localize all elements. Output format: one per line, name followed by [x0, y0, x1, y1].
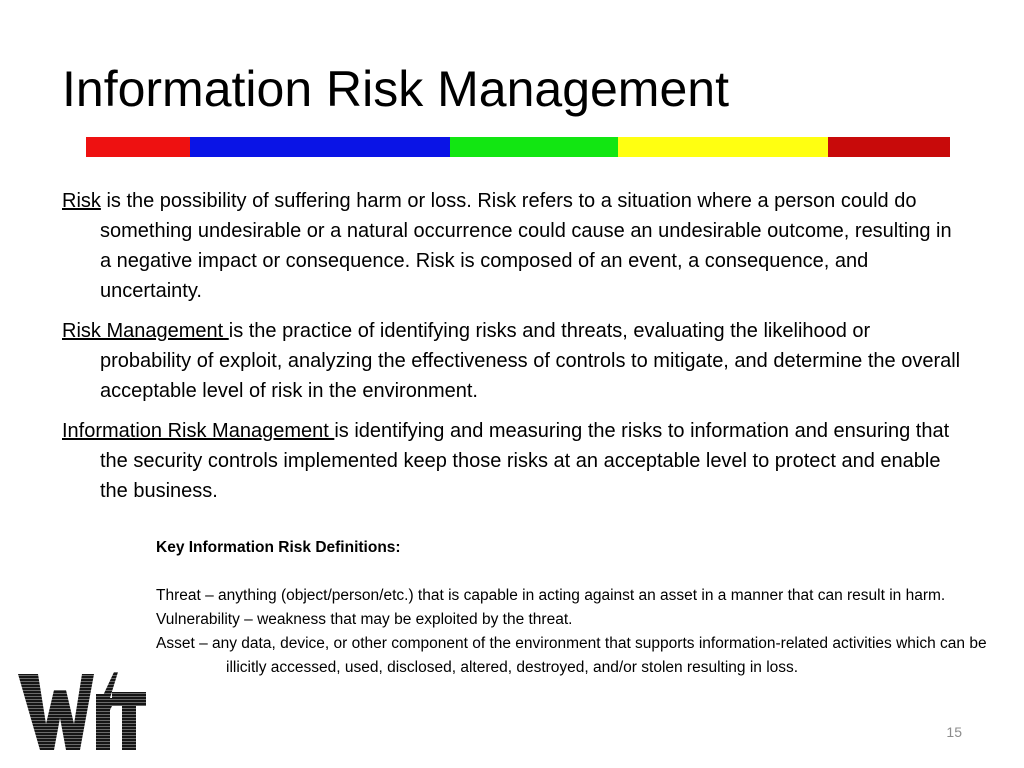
paragraph-risk-text: is the possibility of suffering harm or loss. Risk refers to a situation where a person could do something undesirable or a natural occurrence could cause an undesirable outcome, resulting in a negative impact or consequence. Risk is composed of an event, a consequence, and uncertainty. — [100, 190, 952, 302]
definition-threat: Threat – anything (object/person/etc.) that is capable in acting against an asset in a manner that can result in harm. — [156, 587, 946, 604]
paragraph-information-risk-management-text: is identifying and measuring the risks to information and ensuring that the security controls implemented keep those risks at an acceptable level to protect and enable the business. — [100, 420, 950, 502]
logo-letter-w — [18, 674, 94, 750]
definition-asset: Asset – any data, device, or other component of the environment that supports information-related activities which can be illicitly accessed, used, disclosed, altered, destroyed, and/or stolen resulting in loss. — [156, 635, 987, 676]
term-risk-management: Risk Management — [62, 320, 229, 342]
decorative-color-bar — [86, 137, 950, 157]
definitions-body — [62, 186, 962, 516]
page-number: 15 — [946, 724, 962, 740]
color-bar-segment-dark-red — [828, 137, 950, 157]
term-risk: Risk — [62, 190, 101, 212]
definition-vulnerability: Vulnerability – weakness that may be exploited by the threat. — [156, 611, 573, 628]
wit-logo — [18, 672, 146, 752]
key-definitions-heading: Key Information Risk Definitions: — [156, 539, 401, 556]
color-bar-segment-green — [450, 137, 618, 157]
color-bar-segment-blue — [190, 137, 450, 157]
paragraph-risk-management-text: is the practice of identifying risks and threats, evaluating the likelihood or probability of exploit, analyzing the effectiveness of controls to mitigate, and determine the overall acceptable level of risk in the environment. — [100, 320, 961, 402]
paragraph-information-risk-management — [62, 416, 962, 506]
slide-title: Information Risk Management — [62, 61, 729, 117]
term-information-risk-management: Information Risk Management — [62, 420, 335, 442]
paragraph-risk-management — [62, 316, 962, 406]
color-bar-segment-red — [86, 137, 190, 157]
key-definitions-box — [156, 536, 996, 680]
logo-letter-t — [112, 692, 146, 750]
color-bar-segment-yellow — [618, 137, 828, 157]
paragraph-risk — [62, 186, 962, 306]
